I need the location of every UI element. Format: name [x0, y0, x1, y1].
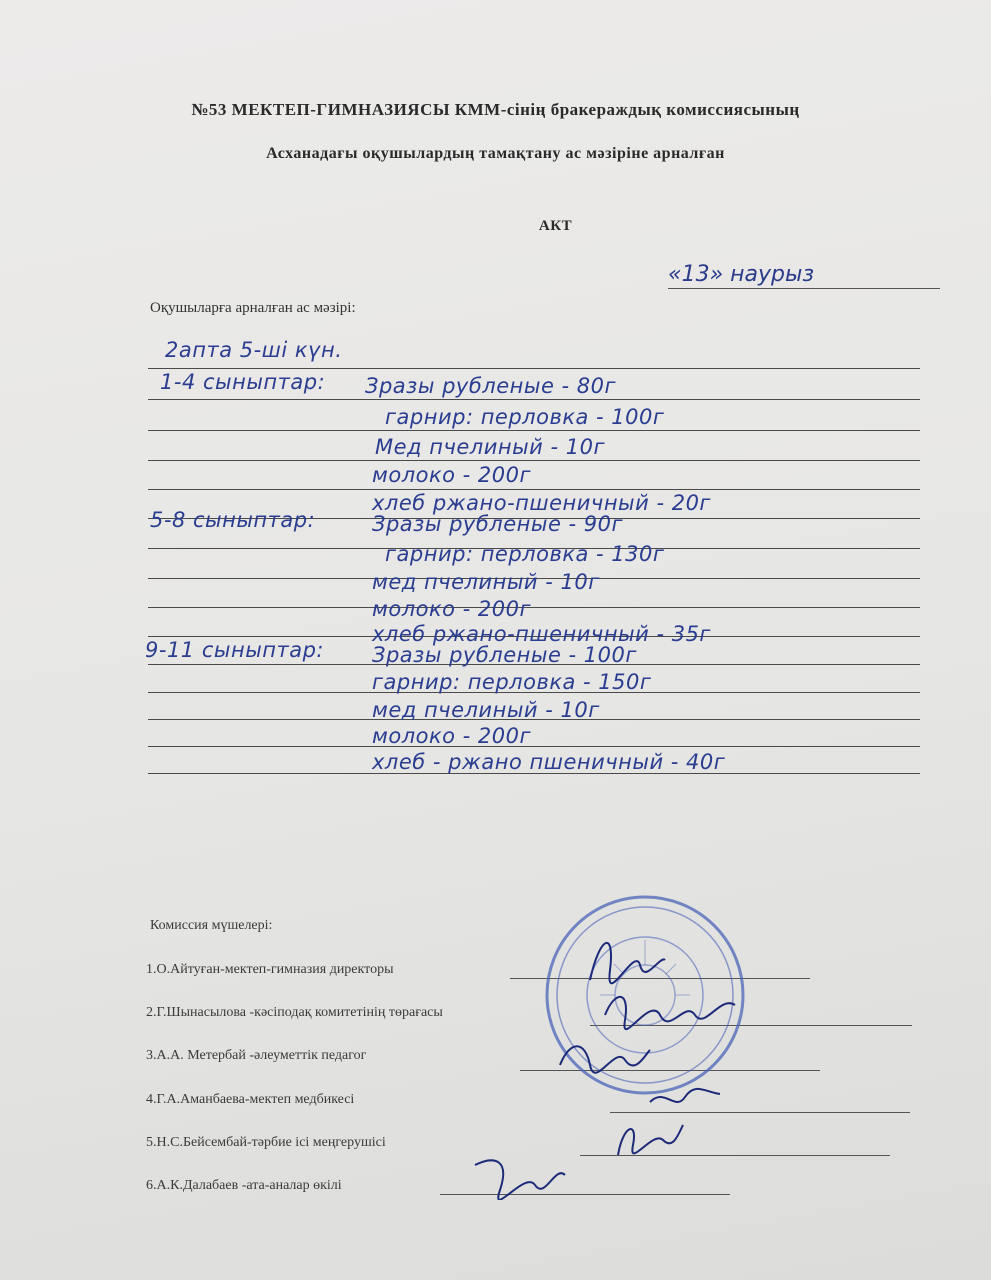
- menu-item: молоко - 200г: [372, 724, 532, 748]
- group-label: 1-4 сыныптар:: [160, 370, 326, 394]
- commission-member: 2.Г.Шынасылова -кәсіподақ комитетінің төрағасы: [146, 1005, 443, 1020]
- menu-item: мед пчелиный - 10г: [372, 570, 600, 594]
- document-header-line1: №53 МЕКТЕП-ГИМНАЗИЯСЫ КММ-сінің бракераждық комиссиясының: [191, 100, 800, 119]
- menu-day: 2апта 5-ші күн.: [165, 338, 343, 362]
- signature-2-icon: [600, 985, 740, 1035]
- commission-member: 5.Н.С.Бейсембай-тәрбие ісі меңгерушісі: [146, 1135, 386, 1150]
- menu-item: молоко - 200г: [372, 463, 532, 487]
- ruled-line: [148, 607, 920, 608]
- group-label: 9-11 сыныптар:: [145, 638, 325, 662]
- menu-item: хлеб ржано-пшеничный - 35г: [372, 622, 711, 646]
- menu-item: гарнир: перловка - 150г: [372, 670, 652, 694]
- commission-member: 3.А.А. Метербай -әлеуметтік педагог: [146, 1048, 367, 1063]
- group-label: 5-8 сыныптар:: [150, 508, 316, 532]
- signature-5-icon: [608, 1115, 688, 1160]
- menu-item: Зразы рубленые - 90г: [372, 512, 624, 536]
- date-handwritten: «13» наурыз: [668, 262, 815, 287]
- menu-item: Мед пчелиный - 10г: [375, 435, 606, 459]
- commission-title: Комиссия мүшелері:: [150, 918, 273, 933]
- menu-item: гарнир: перловка - 100г: [385, 405, 665, 429]
- commission-member: 1.О.Айтуған-мектеп-гимназия директоры: [146, 962, 394, 977]
- menu-item: хлеб ржано-пшеничный - 20г: [372, 491, 711, 515]
- document-header-line2: Асханадағы оқушылардың тамақтану ас мәзіріне арналған: [266, 145, 725, 162]
- menu-item: Зразы рубленые - 100г: [372, 643, 637, 667]
- ruled-line: [148, 489, 920, 490]
- signature-4-icon: [645, 1082, 725, 1117]
- document-title: АКТ: [538, 218, 573, 234]
- ruled-line: [148, 746, 920, 747]
- commission-member: 6.А.К.Далабаев -ата-аналар өкілі: [146, 1178, 342, 1193]
- commission-member: 4.Г.А.Аманбаева-мектеп медбикесі: [146, 1092, 355, 1107]
- signature-3-icon: [555, 1030, 655, 1080]
- menu-item: хлеб - ржано пшеничный - 40г: [372, 750, 726, 774]
- date-underline: [668, 288, 940, 289]
- ruled-line: [148, 368, 920, 369]
- menu-item: Зразы рубленые - 80г: [365, 374, 617, 398]
- menu-label: Оқушыларға арналған ас мәзірі:: [150, 300, 356, 316]
- ruled-line: [148, 430, 920, 431]
- menu-item: мед пчелиный - 10г: [372, 698, 600, 722]
- ruled-line: [148, 399, 920, 400]
- ruled-line: [148, 460, 920, 461]
- menu-item: молоко - 200г: [372, 597, 532, 621]
- menu-item: гарнир: перловка - 130г: [385, 542, 665, 566]
- signature-6-icon: [470, 1150, 570, 1200]
